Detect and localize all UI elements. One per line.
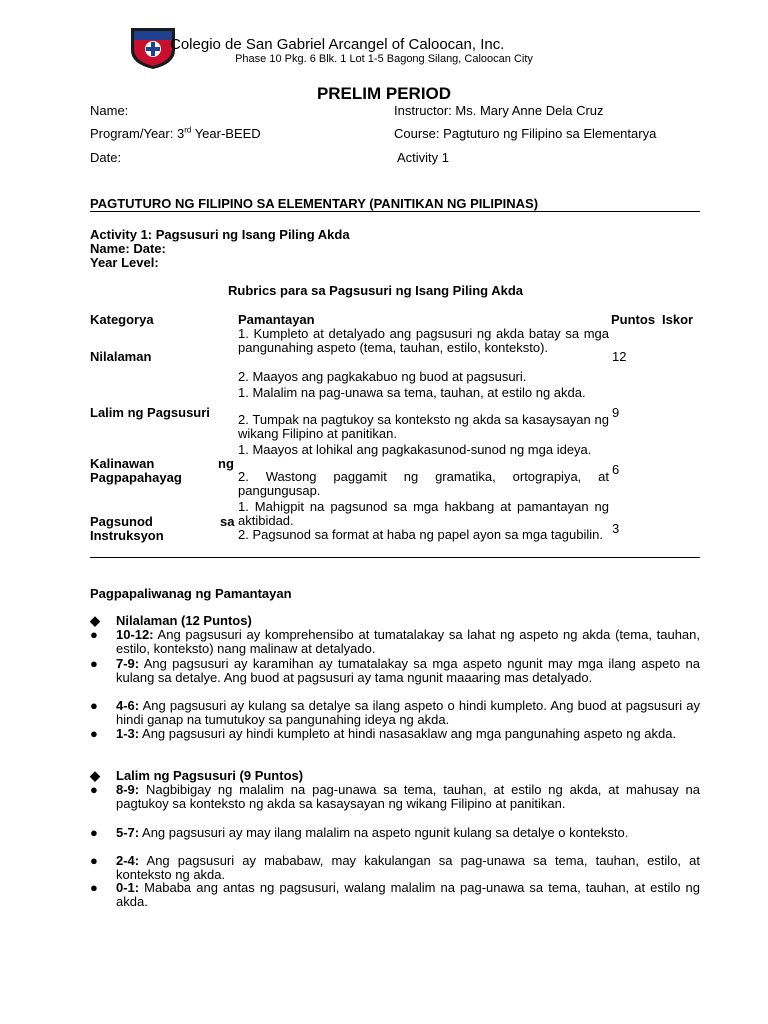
list-item: ● 7-9: Ang pagsusuri ay karamihan ay tumatalakay sa mga aspeto ngunit may mga ilang aspeto na kulang sa detalye. Ang buod at pagsusuri ay tama ngunit maaaring mas detalyado.: [90, 656, 700, 685]
row-criterion: 1. Malalim na pag-unawa sa tema, tauhan, at estilo ng akda.: [238, 385, 586, 400]
list-item: ● 2-4: Ang pagsusuri ay mababaw, may kakulangan sa pag-unawa sa tema, tauhan, estilo, at konteksto ng akda.: [90, 853, 700, 882]
bullet-icon: ●: [90, 627, 98, 642]
name-label: Name:: [90, 103, 129, 118]
nilalaman-heading: ◆ Nilalaman (12 Puntos): [90, 613, 252, 628]
row-criterion: 1. Kumpleto at detalyado ang pagsusuri ng akda batay sa mga pangunahing aspeto (tema, tauhan, estilo, konteksto).: [238, 326, 609, 355]
header-pamantayan: Pamantayan: [238, 312, 315, 327]
list-item: ● 4-6: Ang pagsusuri ay kulang sa detalye sa ilang aspeto o hindi kumpleto. Ang buod at pagsusuri ay hindi ganap na tumutukoy sa pangunahing ideya ng akda.: [90, 698, 700, 727]
section-divider: [90, 211, 700, 212]
school-address: Phase 10 Pkg. 6 Blk. 1 Lot 1-5 Bagong Silang, Caloocan City: [235, 53, 533, 65]
bullet-icon: ●: [90, 698, 98, 713]
activity-name-date: Name: Date:: [90, 241, 166, 256]
activity-year-level: Year Level:: [90, 255, 159, 270]
bullet-icon: ●: [90, 853, 98, 868]
bullet-icon: ●: [90, 880, 98, 895]
diamond-bullet-icon: ◆: [90, 768, 100, 783]
row-kategorya: Nilalaman: [90, 349, 152, 364]
program-year-label: Program/Year: 3rd Year-BEED: [90, 125, 261, 141]
row-kategorya: ng: [218, 456, 234, 471]
activity-title: Activity 1: Pagsusuri ng Isang Piling Akda: [90, 227, 350, 242]
row-puntos: 9: [612, 405, 620, 420]
row-kategorya: Kalinawan: [90, 456, 155, 471]
row-criterion: 2. Tumpak na pagtukoy sa konteksto ng akda sa kasaysayan ng wikang Filipino at panitikan.: [238, 412, 609, 441]
school-name: Colegio de San Gabriel Arcangel of Caloocan, Inc.: [170, 36, 505, 53]
row-kategorya: sa: [220, 514, 235, 529]
row-kategorya: Pagsunod: [90, 514, 153, 529]
row-puntos: 3: [612, 521, 620, 536]
activity-label: Activity 1: [397, 150, 450, 165]
row-criterion: 1. Maayos at lohikal ang pagkakasunod-sunod ng mga ideya.: [238, 442, 592, 457]
row-criterion: 2. Maayos ang pagkakabuo ng buod at pagsusuri.: [238, 369, 527, 384]
header-puntos: Puntos: [611, 312, 656, 327]
list-item: ● 8-9: Nagbibigay ng malalim na pag-unawa sa tema, tauhan, at estilo ng akda, at mahusay na pagtukoy sa konteksto ng akda sa kasaysayan ng wikang Filipino at panitikan.: [90, 782, 700, 811]
bullet-icon: ●: [90, 782, 98, 797]
row-kategorya: Lalim ng Pagsusuri: [90, 405, 210, 420]
bullet-icon: ●: [90, 656, 98, 671]
lalim-heading: ◆ Lalim ng Pagsusuri (9 Puntos): [90, 768, 304, 783]
section-title: PAGTUTURO NG FILIPINO SA ELEMENTARY (PANITIKAN NG PILIPINAS): [90, 196, 539, 211]
rubric-title: Rubrics para sa Pagsusuri ng Isang Piling Akda: [228, 283, 523, 298]
table-divider: [90, 557, 700, 558]
row-criterion: 2. Wastong paggamit ng gramatika, ortograpiya, at pangungusap.: [238, 469, 609, 498]
instructor-label: Instructor: Ms. Mary Anne Dela Cruz: [394, 103, 604, 118]
explanation-title: Pagpapaliwanag ng Pamantayan: [90, 586, 292, 601]
row-kategorya: Pagpapahayag: [90, 470, 182, 485]
page-title: PRELIM PERIOD: [316, 84, 452, 103]
diamond-bullet-icon: ◆: [90, 613, 100, 628]
bullet-icon: ●: [90, 726, 98, 741]
header-iskor: Iskor: [662, 312, 694, 327]
row-criterion: 1. Mahigpit na pagsunod sa mga hakbang at pamantayan ng aktibidad.: [238, 499, 609, 528]
row-puntos: 12: [612, 349, 627, 364]
date-label: Date:: [90, 150, 122, 165]
list-item: ● 0-1: Mababa ang antas ng pagsusuri, walang malalim na pag-unawa sa tema, tauhan, at estilo ng akda.: [90, 880, 700, 909]
row-criterion: 2. Pagsunod sa format at haba ng papel ayon sa mga tagubilin.: [238, 527, 603, 542]
list-item: ● 10-12: Ang pagsusuri ay komprehensibo at tumatalakay sa lahat ng aspeto ng akda (tema, tauhan, estilo, konteksto) nang malinaw at detalyado.: [90, 627, 700, 656]
course-label: Course: Pagtuturo ng Filipino sa Elementarya: [394, 126, 657, 141]
row-kategorya: Instruksyon: [90, 528, 164, 543]
header-kategorya: Kategorya: [90, 312, 154, 327]
list-item: ● 5-7: Ang pagsusuri ay may ilang malalim na aspeto ngunit kulang sa detalye o konteksto.: [90, 825, 629, 840]
bullet-icon: ●: [90, 825, 98, 840]
row-puntos: 6: [612, 462, 620, 477]
list-item: ● 1-3: Ang pagsusuri ay hindi kumpleto at hindi nasasaklaw ang mga pangunahing aspeto ng akda.: [90, 726, 677, 741]
